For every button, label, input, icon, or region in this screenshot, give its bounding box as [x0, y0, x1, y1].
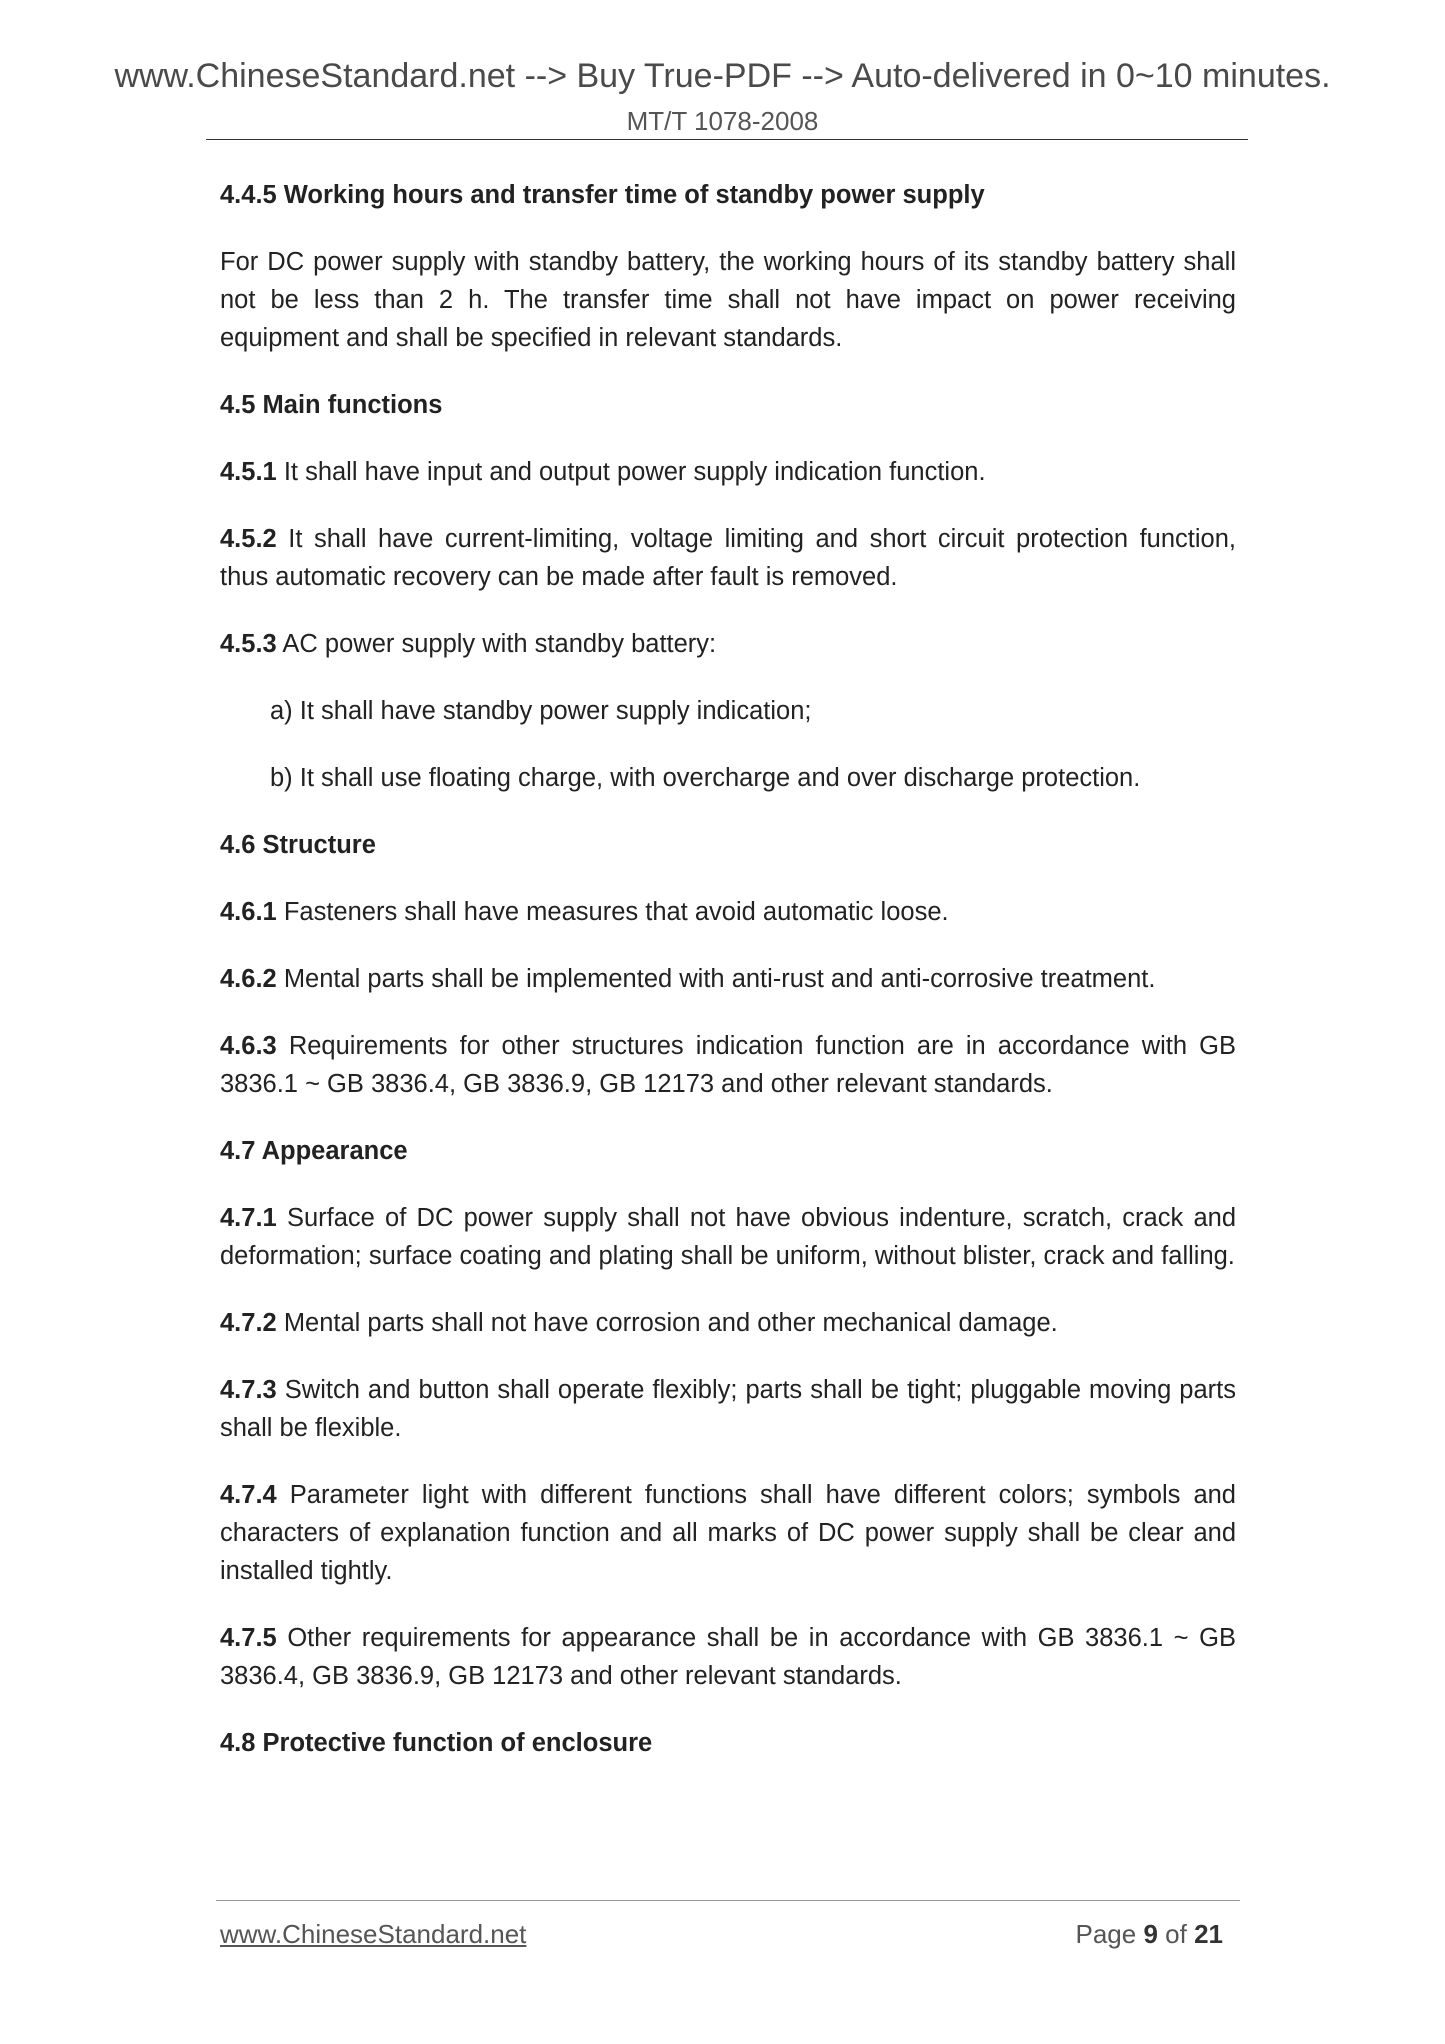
clause-text: It shall have current-limiting, voltage limiting and short circuit protection function, thus automatic recovery can be made after fault is removed.	[220, 525, 1236, 591]
clause-number: 4.7.4	[220, 1481, 277, 1509]
clause-4-7-1	[220, 1199, 1236, 1275]
header-divider	[206, 139, 1248, 140]
clause-text: Parameter light with different functions shall have different colors; symbols and characters of explanation function and all marks of DC power supply shall be clear and installed tightly.	[220, 1481, 1236, 1585]
clause-4-5-2	[220, 520, 1236, 596]
page-indicator	[1075, 1918, 1223, 1950]
footer-divider	[216, 1900, 1240, 1901]
section-heading-4-8: 4.8 Protective function of enclosure	[220, 1729, 653, 1757]
clause-text: Fasteners shall have measures that avoid automatic loose.	[283, 898, 949, 926]
list-item-b: b) It shall use floating charge, with overcharge and over discharge protection.	[270, 764, 1141, 792]
page-total: 21	[1194, 1919, 1223, 1949]
clause-text: Requirements for other structures indication function are in accordance with GB 3836.1 ~ GB 3836.4, GB 3836.9, GB 12173 and other relevant standards.	[220, 1032, 1236, 1098]
clause-text: Other requirements for appearance shall be in accordance with GB 3836.1 ~ GB 3836.4, GB 3836.9, GB 12173 and other relevant standards.	[220, 1624, 1236, 1690]
clause-text: Switch and button shall operate flexibly; parts shall be tight; pluggable moving parts shall be flexible.	[220, 1376, 1236, 1442]
clause-number: 4.7.1	[220, 1204, 277, 1232]
clause-4-7-5	[220, 1619, 1236, 1695]
clause-4-7-4	[220, 1476, 1236, 1590]
footer-site-link[interactable]: www.ChineseStandard.net	[220, 1919, 527, 1949]
clause-text: AC power supply with standby battery:	[282, 630, 717, 658]
clause-4-6-1	[220, 893, 1236, 931]
paragraph-4-4-5: For DC power supply with standby battery, the working hours of its standby battery shall not be less than 2 h. The transfer time shall not have impact on power receiving equipment and shall be specified in relevant standards.	[220, 248, 1236, 352]
list-item-a: a) It shall have standby power supply indication;	[270, 697, 812, 725]
section-heading-4-5: 4.5 Main functions	[220, 391, 443, 419]
clause-text: It shall have input and output power supply indication function.	[283, 458, 986, 486]
page-of: of	[1165, 1919, 1187, 1949]
clause-text: Mental parts shall not have corrosion and other mechanical damage.	[283, 1309, 1058, 1337]
header-banner: www.ChineseStandard.net --> Buy True-PDF --> Auto-delivered in 0~10 minutes.	[114, 57, 1331, 95]
clause-text: Surface of DC power supply shall not have obvious indenture, scratch, crack and deformation; surface coating and plating shall be uniform, without blister, crack and falling.	[220, 1204, 1236, 1270]
clause-number: 4.7.3	[220, 1376, 277, 1404]
clause-number: 4.7.5	[220, 1624, 277, 1652]
page-prefix: Page	[1075, 1919, 1137, 1949]
clause-number: 4.6.1	[220, 898, 277, 926]
clause-4-6-2	[220, 960, 1236, 998]
clause-number: 4.5.2	[220, 525, 277, 553]
clause-number: 4.6.3	[220, 1032, 277, 1060]
section-heading-4-4-5: 4.4.5 Working hours and transfer time of standby power supply	[220, 181, 985, 209]
section-heading-4-6: 4.6 Structure	[220, 831, 376, 859]
document-id: MT/T 1078-2008	[626, 106, 819, 136]
clause-number: 4.5.1	[220, 458, 277, 486]
clause-number: 4.6.2	[220, 965, 277, 993]
clause-4-5-3	[220, 625, 1236, 663]
clause-4-5-1	[220, 453, 1236, 491]
clause-text: Mental parts shall be implemented with anti-rust and anti-corrosive treatment.	[283, 965, 1156, 993]
clause-4-6-3	[220, 1027, 1236, 1103]
clause-4-7-3	[220, 1371, 1236, 1447]
clause-number: 4.7.2	[220, 1309, 277, 1337]
document-body	[220, 176, 1236, 1791]
section-heading-4-7: 4.7 Appearance	[220, 1137, 408, 1165]
clause-4-7-2	[220, 1304, 1236, 1342]
clause-number: 4.5.3	[220, 630, 277, 658]
page-current: 9	[1143, 1919, 1158, 1949]
